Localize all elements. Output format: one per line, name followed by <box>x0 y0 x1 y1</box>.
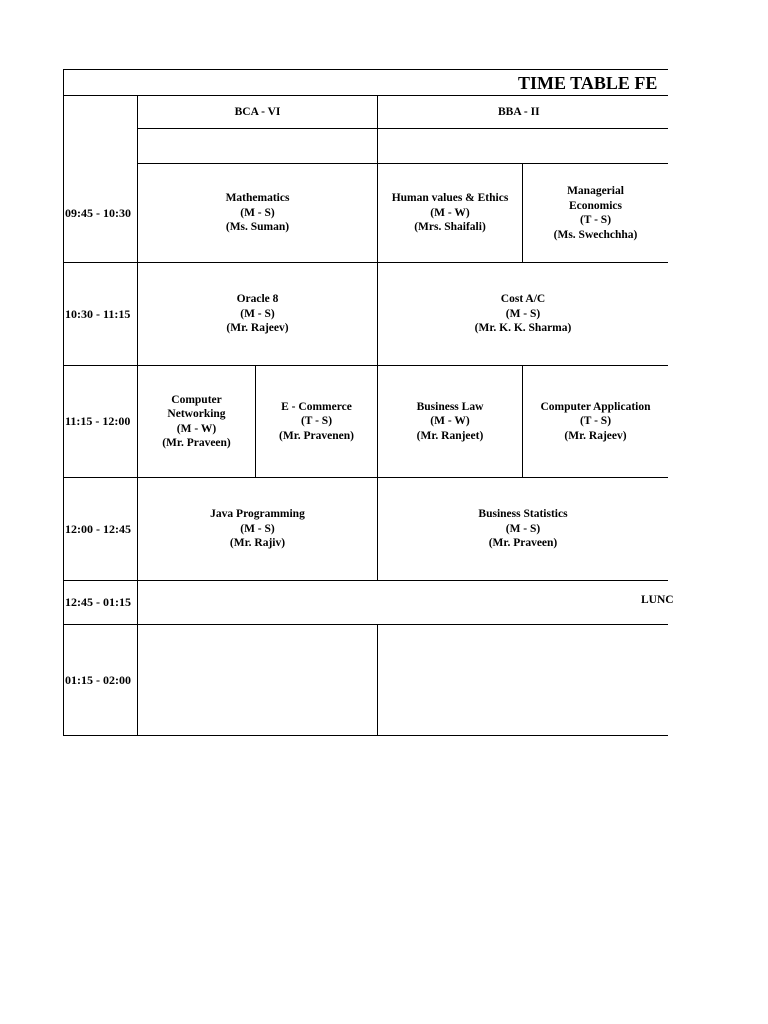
class-cell <box>138 478 377 580</box>
class-cell <box>138 366 255 477</box>
subject-name: E - Commerce <box>281 400 352 413</box>
teacher-name: (Mr. Ranjeet) <box>416 429 484 442</box>
column-header-bba: BBA - II <box>498 105 540 118</box>
class-cell <box>378 164 522 262</box>
lunch-label: LUNC <box>641 594 674 606</box>
subject-name: Managerial Economics <box>567 185 624 212</box>
time-slot-4: 12:00 - 12:45 <box>65 521 131 536</box>
class-cell <box>378 366 522 477</box>
class-days: (M - W) <box>430 206 470 219</box>
class-days: (M - W) <box>430 415 470 428</box>
teacher-name: (Mr. Rajeev) <box>564 429 627 442</box>
class-days: (M - S) <box>240 206 275 219</box>
class-cell <box>378 478 668 580</box>
timetable-title: TIME TABLE FE <box>518 73 658 93</box>
time-slot-6: 01:15 - 02:00 <box>65 672 131 687</box>
class-days: (M - S) <box>240 307 275 320</box>
class-cell <box>378 263 668 365</box>
class-days: (T - S) <box>300 415 333 428</box>
subject-name: Mathematics <box>225 192 290 205</box>
class-days: (M - S) <box>505 307 541 320</box>
time-slot-1: 09:45 - 10:30 <box>65 205 131 220</box>
teacher-name: (Ms. Swechchha) <box>553 228 638 241</box>
time-slot-lunch: 12:45 - 01:15 <box>65 595 131 610</box>
subject-name: Business Law <box>416 400 484 413</box>
column-header-bca: BCA - VI <box>234 105 281 118</box>
subject-name: Business Statistics <box>478 508 568 521</box>
subject-name: Computer Application <box>540 400 651 413</box>
class-days: (M - W) <box>176 422 217 435</box>
teacher-name: (Mr. K. K. Sharma) <box>474 322 572 335</box>
class-days: (M - S) <box>240 522 275 535</box>
subject-name: Cost A/C <box>500 293 546 306</box>
timetable-sheet <box>63 69 674 736</box>
subject-name: Computer Networking <box>167 393 226 420</box>
teacher-name: (Mr. Praveen) <box>162 437 231 449</box>
teacher-name: (Ms. Suman) <box>225 221 290 234</box>
time-slot-3: 11:15 - 12:00 <box>65 414 131 429</box>
teacher-name: (Mr. Pravenen) <box>279 429 354 442</box>
class-cell <box>138 263 377 365</box>
teacher-name: (Mr. Rajeev) <box>226 322 289 335</box>
teacher-name: (Mr. Praveen) <box>488 537 558 550</box>
subject-name: Java Programming <box>210 508 305 521</box>
teacher-name: (Mr. Rajiv) <box>229 537 286 550</box>
class-days: (T - S) <box>579 415 612 428</box>
time-slot-2: 10:30 - 11:15 <box>65 306 131 321</box>
class-days: (M - S) <box>505 522 541 535</box>
class-cell <box>523 164 668 262</box>
subject-name: Human values & Ethics <box>391 192 509 205</box>
class-cell <box>523 366 668 477</box>
class-cell <box>256 366 377 477</box>
subject-name: Oracle 8 <box>236 293 279 306</box>
teacher-name: (Mrs. Shaifali) <box>414 221 486 234</box>
class-days: (T - S) <box>579 214 612 226</box>
class-cell <box>138 164 377 262</box>
